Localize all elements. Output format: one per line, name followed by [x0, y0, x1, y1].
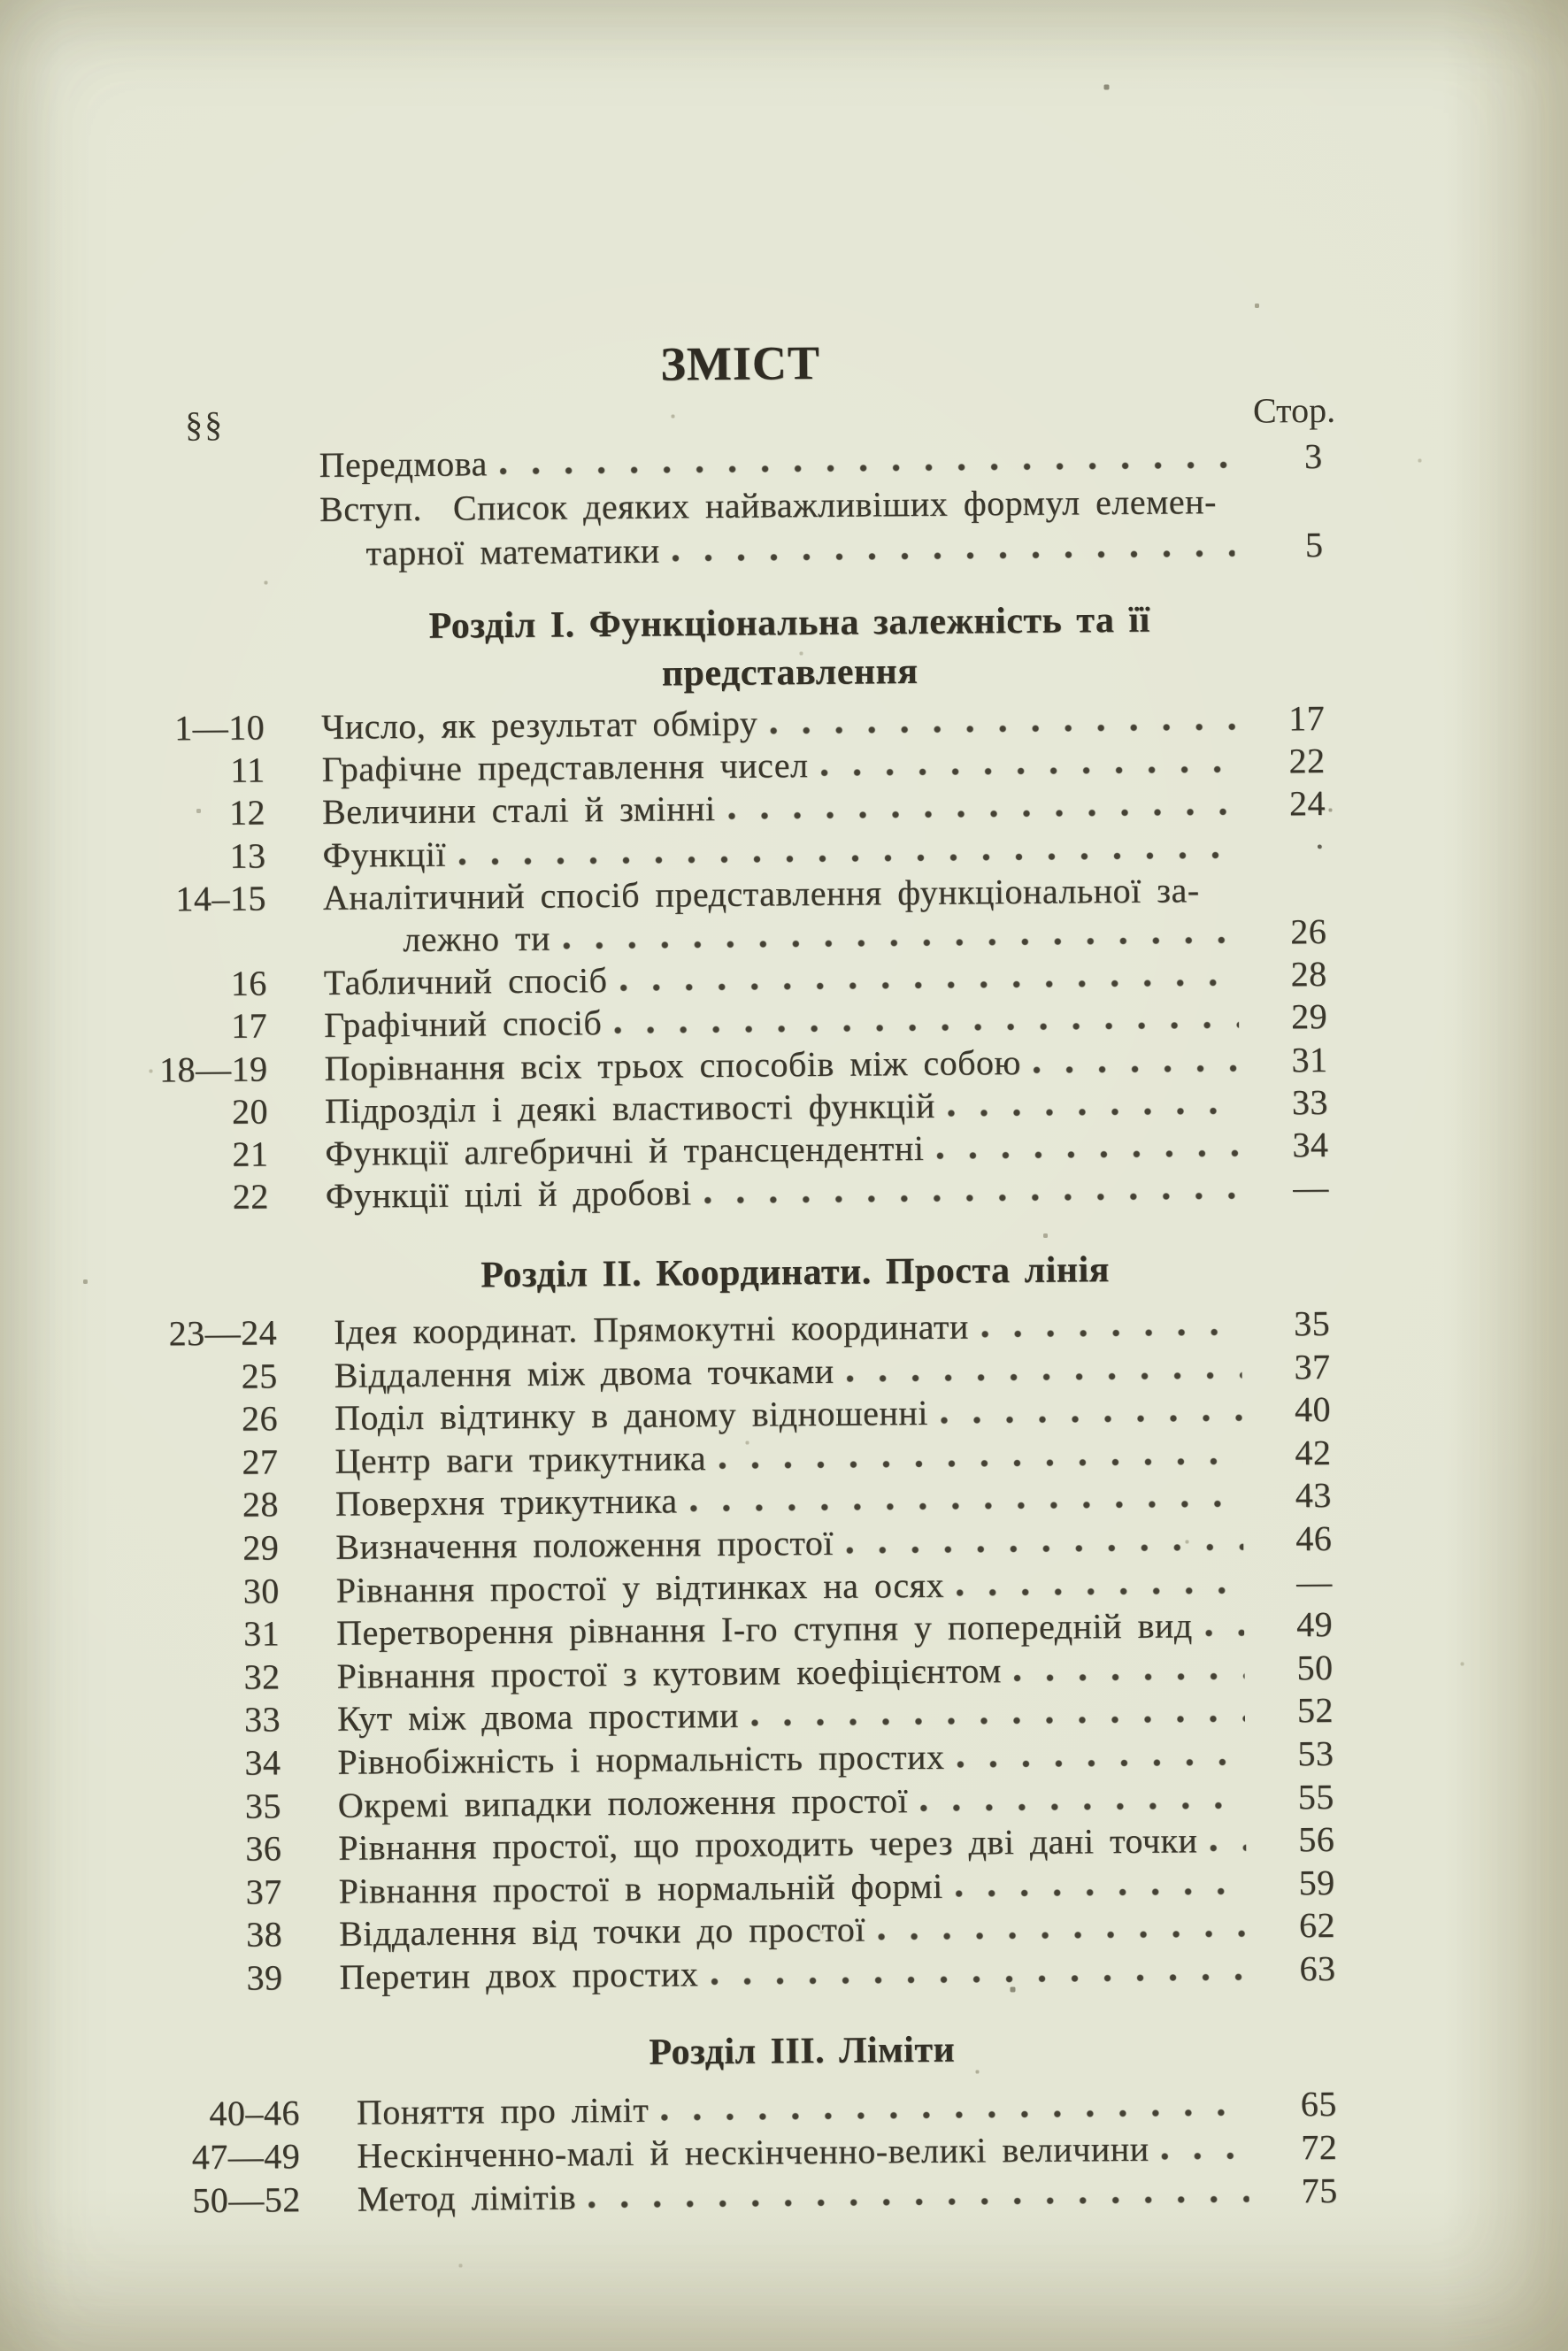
- page-column-header: Стор.: [1252, 389, 1336, 431]
- toc-row-page-number: 52: [1296, 1690, 1334, 1731]
- toc-row-title: Порівнання всіх трьох способів між собою: [324, 1041, 1022, 1088]
- toc-row-section-numbers: 37: [245, 1871, 282, 1912]
- toc-row-page-number: 42: [1295, 1432, 1332, 1473]
- toc-row-title: Рівнання простої в нормальній формі: [338, 1865, 943, 1911]
- toc-row-title: Нескінченно-малі й нескінченно-великі величини: [357, 2128, 1149, 2176]
- toc-row-section-numbers: 47—49: [191, 2136, 301, 2178]
- dot-leader: [661, 2109, 1249, 2122]
- dot-leader: [1162, 2152, 1249, 2161]
- toc-row-title: Передмова: [319, 443, 488, 485]
- toc-row-title: Рівнання простої, що проходить через дві дані точки: [338, 1820, 1198, 1868]
- dot-leader: [936, 1149, 1240, 1160]
- toc-row-page-number: —: [1293, 1167, 1329, 1208]
- toc-row-page-number: 5: [1304, 524, 1324, 565]
- toc-row-page-number: 43: [1295, 1475, 1332, 1516]
- section-heading: [11, 1241, 1568, 1303]
- dot-leader: [673, 549, 1235, 563]
- dot-leader: [821, 765, 1237, 777]
- toc-row-title: Величини сталі й змінні: [321, 788, 716, 833]
- section-heading: [5, 592, 1568, 704]
- toc-row: [130, 2084, 1337, 2135]
- toc-row-page-number: 17: [1287, 697, 1326, 739]
- sections-column-header: §§: [184, 403, 225, 445]
- dot-leader: [948, 1107, 1240, 1118]
- toc-row-page-number: 62: [1298, 1905, 1336, 1946]
- dot-leader: [1205, 1629, 1245, 1637]
- toc-row: [107, 1347, 1330, 1398]
- dot-leader: [588, 2195, 1249, 2209]
- dot-leader: [614, 1021, 1239, 1034]
- toc-row-page-number: 22: [1288, 741, 1326, 781]
- dot-leader: [704, 1192, 1241, 1204]
- dot-leader: [981, 1328, 1241, 1339]
- toc-row-section-numbers: 34: [244, 1742, 281, 1783]
- toc-row-title: Графічний спосіб: [323, 1003, 603, 1046]
- toc-row-section-numbers: 14–15: [175, 878, 267, 919]
- toc-row: [110, 1604, 1333, 1656]
- toc-row-page-number: 31: [1291, 1039, 1328, 1079]
- dot-leader: [957, 1758, 1245, 1769]
- toc-row-page-number: 33: [1291, 1081, 1329, 1123]
- toc-row-section-numbers: 20: [231, 1091, 269, 1132]
- toc-row-title: Окремі випадки положення простої: [337, 1779, 909, 1825]
- section-heading-line: представлення: [661, 650, 919, 695]
- toc-row: [110, 1562, 1333, 1613]
- toc-row-section-numbers: 32: [243, 1656, 281, 1697]
- toc-row: [108, 1389, 1331, 1441]
- toc-row: [93, 525, 1323, 576]
- toc-row-title: Рівнання простої у відтинках на осях: [335, 1564, 945, 1610]
- toc-row-title: Функції цілі й дробові: [325, 1172, 692, 1217]
- toc-row-title: Віддалення від точки до простої: [338, 1909, 866, 1955]
- toc-row-title: Вступ. Список деяких найважливіших формул елемен-: [319, 481, 1217, 529]
- toc-row-section-numbers: [92, 445, 262, 447]
- toc-row-title: Метод лімітів: [357, 2177, 577, 2219]
- toc-row-title: Аналітичний спосіб представлення функціональної за-: [322, 870, 1200, 918]
- dot-leader: [1034, 1064, 1240, 1073]
- toc-row-section-numbers: 33: [243, 1699, 281, 1740]
- toc-row-page-number: 75: [1301, 2170, 1338, 2211]
- toc-row-title: Ідея координат. Прямокутні координати: [333, 1306, 969, 1352]
- toc-row-section-numbers: 23—24: [168, 1312, 278, 1354]
- dot-leader: [920, 1801, 1246, 1811]
- toc-row-page-number: 28: [1290, 954, 1327, 995]
- dot-leader: [751, 1715, 1245, 1727]
- toc-row-page-number: 29: [1290, 996, 1328, 1037]
- dot-leader: [847, 1371, 1242, 1382]
- toc-row-section-numbers: 50—52: [192, 2179, 301, 2221]
- toc-row-title: Поняття про ліміт: [356, 2089, 649, 2132]
- toc-row-title: Табличний спосіб: [323, 960, 608, 1003]
- toc-row-title: Рівнобіжність і нормальність простих: [337, 1736, 945, 1782]
- toc-row: [130, 2127, 1337, 2178]
- toc-row-section-numbers: 35: [244, 1785, 282, 1826]
- section-heading-line: Розділ III. Ліміти: [649, 2029, 956, 2073]
- toc-row-page-number: 72: [1301, 2126, 1338, 2168]
- section-heading-line: Розділ I. Функціональна залежність та її: [428, 599, 1150, 647]
- toc-row-title: Графічне представлення чисел: [321, 745, 809, 790]
- toc-row-section-numbers: 11: [229, 749, 265, 790]
- toc-row-page-number: 46: [1295, 1517, 1333, 1559]
- toc-row-title: Перетворення рівнання І-го ступня у попередній вид: [335, 1605, 1193, 1653]
- dot-leader: [956, 1887, 1247, 1898]
- toc-row: [110, 1648, 1333, 1699]
- toc-row: [108, 1433, 1331, 1484]
- toc-row-title: Перетин двох простих: [339, 1954, 699, 1997]
- toc-row-section-numbers: 18—19: [158, 1049, 268, 1090]
- toc-row: [93, 480, 1323, 532]
- toc-row-section-numbers: 27: [242, 1441, 279, 1482]
- toc-row-title: Поділ відтинку в даному відношенні: [334, 1393, 929, 1438]
- toc-row-page-number: ·: [1313, 826, 1326, 866]
- toc-row-section-numbers: 1—10: [173, 707, 265, 749]
- toc-row-page-number: 40: [1294, 1389, 1332, 1430]
- toc-row: [131, 2170, 1338, 2222]
- toc-row: [109, 1475, 1332, 1526]
- toc-row-title: Центр ваги трикутника: [334, 1437, 707, 1481]
- dot-leader: [500, 461, 1234, 475]
- toc-row-section-numbers: 22: [232, 1176, 270, 1217]
- toc-row-title: Число, як результат обміру: [320, 703, 758, 747]
- toc-row-page-number: 24: [1288, 783, 1326, 824]
- toc-row-title: лежно ти: [403, 918, 551, 960]
- toc-row-section-numbers: 26: [241, 1398, 279, 1439]
- toc-row-page-number: 35: [1293, 1302, 1331, 1344]
- dot-leader: [719, 1457, 1242, 1470]
- toc-row-section-numbers: 31: [242, 1613, 281, 1654]
- dot-leader: [1014, 1672, 1245, 1682]
- toc-row: [111, 1819, 1334, 1871]
- toc-row-section-numbers: 25: [241, 1355, 278, 1396]
- toc-row-title: Віддалення між двома точками: [334, 1350, 834, 1395]
- toc-row-title: Функції алгебричні й трансцендентні: [325, 1127, 925, 1173]
- toc-row-page-number: 59: [1298, 1862, 1335, 1903]
- toc-row-page-number: —: [1295, 1561, 1333, 1602]
- dot-leader: [458, 850, 1237, 865]
- toc-row-section-numbers: 28: [242, 1484, 280, 1525]
- toc-row-title: Функції: [322, 834, 447, 875]
- dot-leader: [728, 808, 1238, 820]
- dot-leader: [941, 1414, 1242, 1425]
- section-heading-line: Розділ II. Координати. Проста лінія: [480, 1249, 1111, 1296]
- dot-leader: [563, 936, 1238, 950]
- dot-leader: [770, 723, 1236, 735]
- toc-row-page-number: 55: [1297, 1776, 1334, 1817]
- toc-row-section-numbers: 13: [229, 835, 266, 876]
- toc-row-section-numbers: 12: [228, 792, 266, 834]
- toc-row-section-numbers: 29: [242, 1527, 280, 1568]
- section-heading: [18, 2019, 1568, 2082]
- dot-leader: [711, 1973, 1247, 1986]
- toc-row: [111, 1690, 1334, 1741]
- toc-row: [99, 1167, 1329, 1218]
- dot-leader: [878, 1930, 1247, 1941]
- toc-row-title: Визначення положення простої: [335, 1522, 834, 1567]
- toc-row-section-numbers: 16: [230, 963, 267, 1003]
- toc-row-section-numbers: 38: [245, 1914, 283, 1955]
- dot-leader: [690, 1500, 1243, 1512]
- toc-row-title: Поверхня трикутника: [334, 1480, 678, 1525]
- toc-row-section-numbers: 39: [246, 1957, 283, 1998]
- toc-row-page-number: 26: [1290, 910, 1327, 952]
- toc-row: [112, 1905, 1335, 1956]
- toc-row-page-number: 65: [1300, 2083, 1338, 2124]
- toc-row-page-number: 34: [1292, 1124, 1329, 1165]
- dot-leader: [1210, 1844, 1246, 1852]
- toc-row-title: Рівнання простої з кутовим коефіцієнтом: [336, 1649, 1003, 1696]
- toc-row-section-numbers: 17: [230, 1005, 268, 1047]
- toc-row-section-numbers: 30: [242, 1570, 280, 1611]
- toc-row-page-number: 37: [1294, 1346, 1331, 1387]
- toc-row-title: тарної математики: [365, 530, 660, 573]
- toc-row-section-numbers: 40–46: [209, 2093, 301, 2134]
- toc-row-section-numbers: 21: [232, 1133, 269, 1174]
- toc-row-page-number: 50: [1296, 1647, 1334, 1688]
- toc-row: [111, 1733, 1334, 1785]
- toc-row-page-number: 3: [1303, 435, 1323, 477]
- toc-row: [111, 1863, 1334, 1914]
- toc-row: [111, 1777, 1334, 1828]
- toc-row-page-number: 56: [1298, 1819, 1335, 1860]
- toc-row-page-number: 53: [1297, 1733, 1334, 1774]
- toc-row-section-numbers: 36: [245, 1828, 282, 1869]
- toc-row-page-number: 49: [1295, 1604, 1334, 1645]
- paper-specks: [0, 0, 1, 1]
- toc-row: [109, 1518, 1332, 1570]
- dot-leader: [957, 1586, 1244, 1596]
- dot-leader: [619, 979, 1238, 992]
- toc-row: [112, 1948, 1335, 2000]
- toc-row-title: Підрозділ і деякі властивості функцій: [324, 1085, 936, 1131]
- toc-row-section-numbers: [93, 489, 263, 491]
- toc-row: [107, 1303, 1330, 1355]
- page-title: ЗМІСТ: [660, 335, 821, 391]
- dot-leader: [846, 1543, 1243, 1555]
- toc-row: [92, 436, 1322, 488]
- toc-row-page-number: 63: [1299, 1948, 1336, 1989]
- toc-row-section-numbers: [93, 534, 263, 535]
- toc-row-title: Кут між двома простими: [336, 1695, 740, 1740]
- toc-row-section-numbers: [96, 920, 266, 922]
